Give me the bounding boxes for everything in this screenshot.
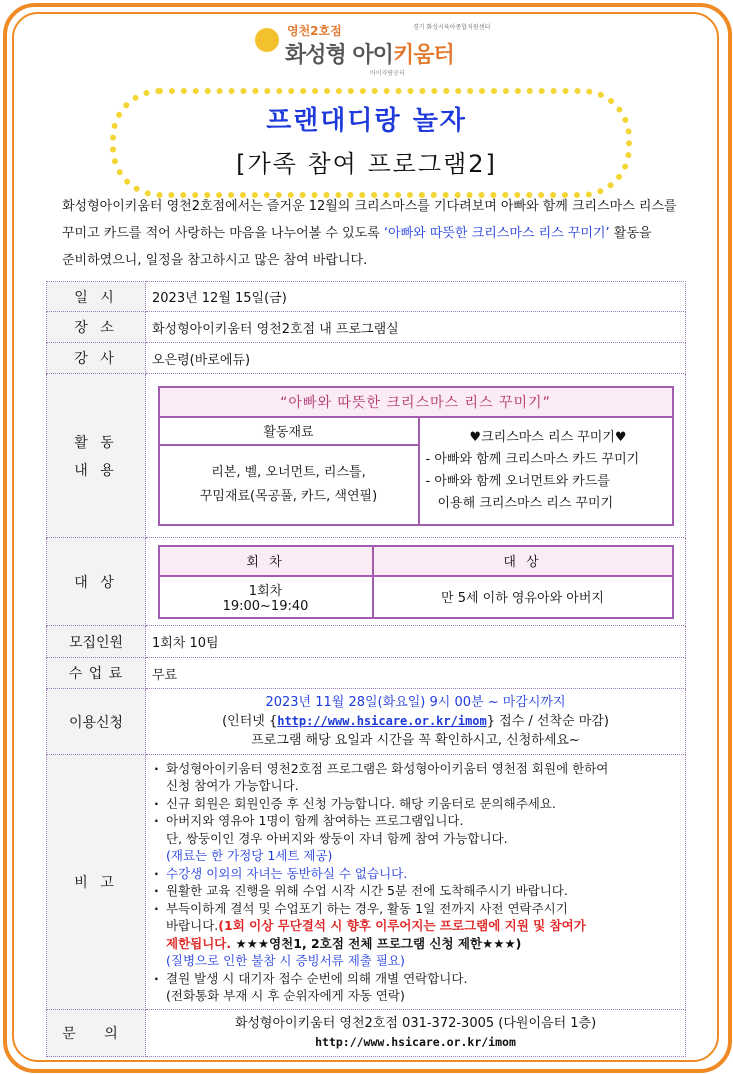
note-item: · 부득이하게 결석 및 수업포기 하는 경우, 활동 1일 전까지 사전 연락주시기 [150,900,681,918]
note-item: · 신규 회원은 회원인증 후 신청 가능합니다. 해당 키움터로 문의해주세요. [150,795,681,813]
capacity-value: 1회차 10팀 [146,626,686,658]
note-item: (재료는 한 가정당 1세트 제공) [166,848,333,863]
note-item: · 아버지와 영유아 1명이 함께 참여하는 프로그램입니다. [150,812,681,830]
contact-label: 문 의 [47,1010,146,1057]
materials-header: 활동재료 [159,417,419,445]
apply-link[interactable]: http://www.hsicare.or.kr/imom [277,714,487,728]
apply-period: 2023년 11월 28일(화요일) 9시 00분 ~ 마감시까지 [265,695,566,710]
session-cell: 1회차 19:00~19:40 [159,576,373,618]
logo-branch: 영천2호점 [287,24,342,38]
apply-note: 프로그램 해당 요일과 시간을 꼭 확인하시고, 신청하세요~ [251,733,580,748]
note-item: 바랍니다.(1회 이상 무단결석 시 향후 이루어지는 프로그램에 지원 및 참여가 [166,918,586,933]
note-item: 신청 참여가 가능합니다. [166,778,299,793]
place-label: 장 소 [47,312,146,343]
contact-link[interactable]: http://www.hsicare.or.kr/imom [315,1035,516,1049]
target-label: 대 상 [47,538,146,626]
activity-label: 활 동 내 용 [47,374,146,538]
note-item: · 수강생 이외의 자녀는 동반하실 수 없습니다. [150,865,681,883]
instructor-value: 오은령(바로에듀) [146,343,686,374]
capacity-label: 모집인원 [47,626,146,658]
note-item: (질병으로 인한 불참 시 증빙서류 제출 필요) [166,953,405,968]
note-item: · 원활한 교육 진행을 위해 수업 시작 시간 5분 전에 도착해주시기 바랍니다. [150,882,681,900]
fee-value: 무료 [146,658,686,689]
note-item: · 화성형아이키움터 영천2호점 프로그램은 화성형아이키움터 영천점 회원에 한하여 [150,760,681,778]
notes-cell [146,755,686,1010]
materials-cell: 리본, 벨, 오너먼트, 리스틀, 꾸밈재료(목공풀, 카드, 색연필) [159,445,419,525]
program-line-3: 이용해 크리스마스 리스 꾸미기 [437,495,614,511]
notes-label: 비 고 [47,755,146,1010]
place-value: 화성형아이키움터 영천2호점 내 프로그램실 [146,312,686,343]
apply-cell [146,689,686,755]
program-line-1: - 아빠와 함께 크리스마스 카드 꾸미기 [425,451,640,467]
intro-paragraph: 화성형아이키움터 영천2호점에서는 즐거운 12월의 크리스마스를 기다려보며 아빠와 함께 크리스마스 리스를 꾸미고 카드를 적어 사랑하는 마음을 나누어볼 수 있도록 ‘아빠와 따뜻한 크리스마스 리스 꾸미기’ 활동을 준비하였으니, 일정을 참고하시고 많은 참여 바랍니다. [62,199,677,268]
activity-title: “아빠와 따뜻한 크리스마스 리스 꾸미기” [159,387,673,417]
target-header: 대 상 [373,546,673,576]
page-title: 프랜대디랑 놀자 [266,106,467,136]
program-table [46,281,686,1057]
contact-cell [146,1010,686,1057]
target-inner-table [158,545,674,619]
activity-cell [146,374,686,538]
note-item: 단, 쌍둥이인 경우 아버지와 쌍둥이 자녀 함께 참여 가능합니다. [166,830,508,846]
date-value: 2023년 12월 15일(금) [146,282,686,312]
smile-logo-icon [255,28,279,52]
instructor-label: 강 사 [47,343,146,374]
session-header: 회 차 [159,546,373,576]
apply-label: 이용신청 [47,689,146,755]
activity-inner-table [158,386,674,526]
target-value: 만 5세 이하 영유아와 아버지 [373,576,673,618]
apply-method: (인터넷 {http://www.hsicare.or.kr/imom} 접수 / 선착순 마감) [222,714,609,729]
logo [255,20,495,76]
page-subtitle: [가족 참여 프로그램2] [236,150,497,178]
note-item: 제한됩니다. ★★★영천1, 2호점 전체 프로그램 신청 제한★★★) [166,935,522,951]
program-line-2: - 아빠와 함께 오너먼트와 카드를 [425,473,610,489]
contact-line: 화성형아이키움터 영천2호점 031-372-3005 (다원이음터 1층) [234,1016,597,1031]
logo-org: 경기 화성시육아종합지원센터 [413,24,491,31]
program-header: ♥크리스마스 리스 꾸미기♥ [469,429,627,445]
intro-highlight: ‘아빠와 따뜻한 크리스마스 리스 꾸미기’ [383,226,610,241]
logo-sub: 아이자람공터 [370,70,405,77]
program-cell [419,417,673,525]
logo-name: 화성형 아이키움터 [285,43,454,68]
fee-label: 수 업 료 [47,658,146,689]
date-label: 일 시 [47,282,146,312]
note-item: · 결원 발생 시 대기자 접수 순번에 의해 개별 연락합니다. [150,970,681,988]
target-cell [146,538,686,626]
note-item: (전화통화 부재 시 후 순위자에게 자동 연락) [166,988,405,1003]
notes-list [150,760,681,1005]
